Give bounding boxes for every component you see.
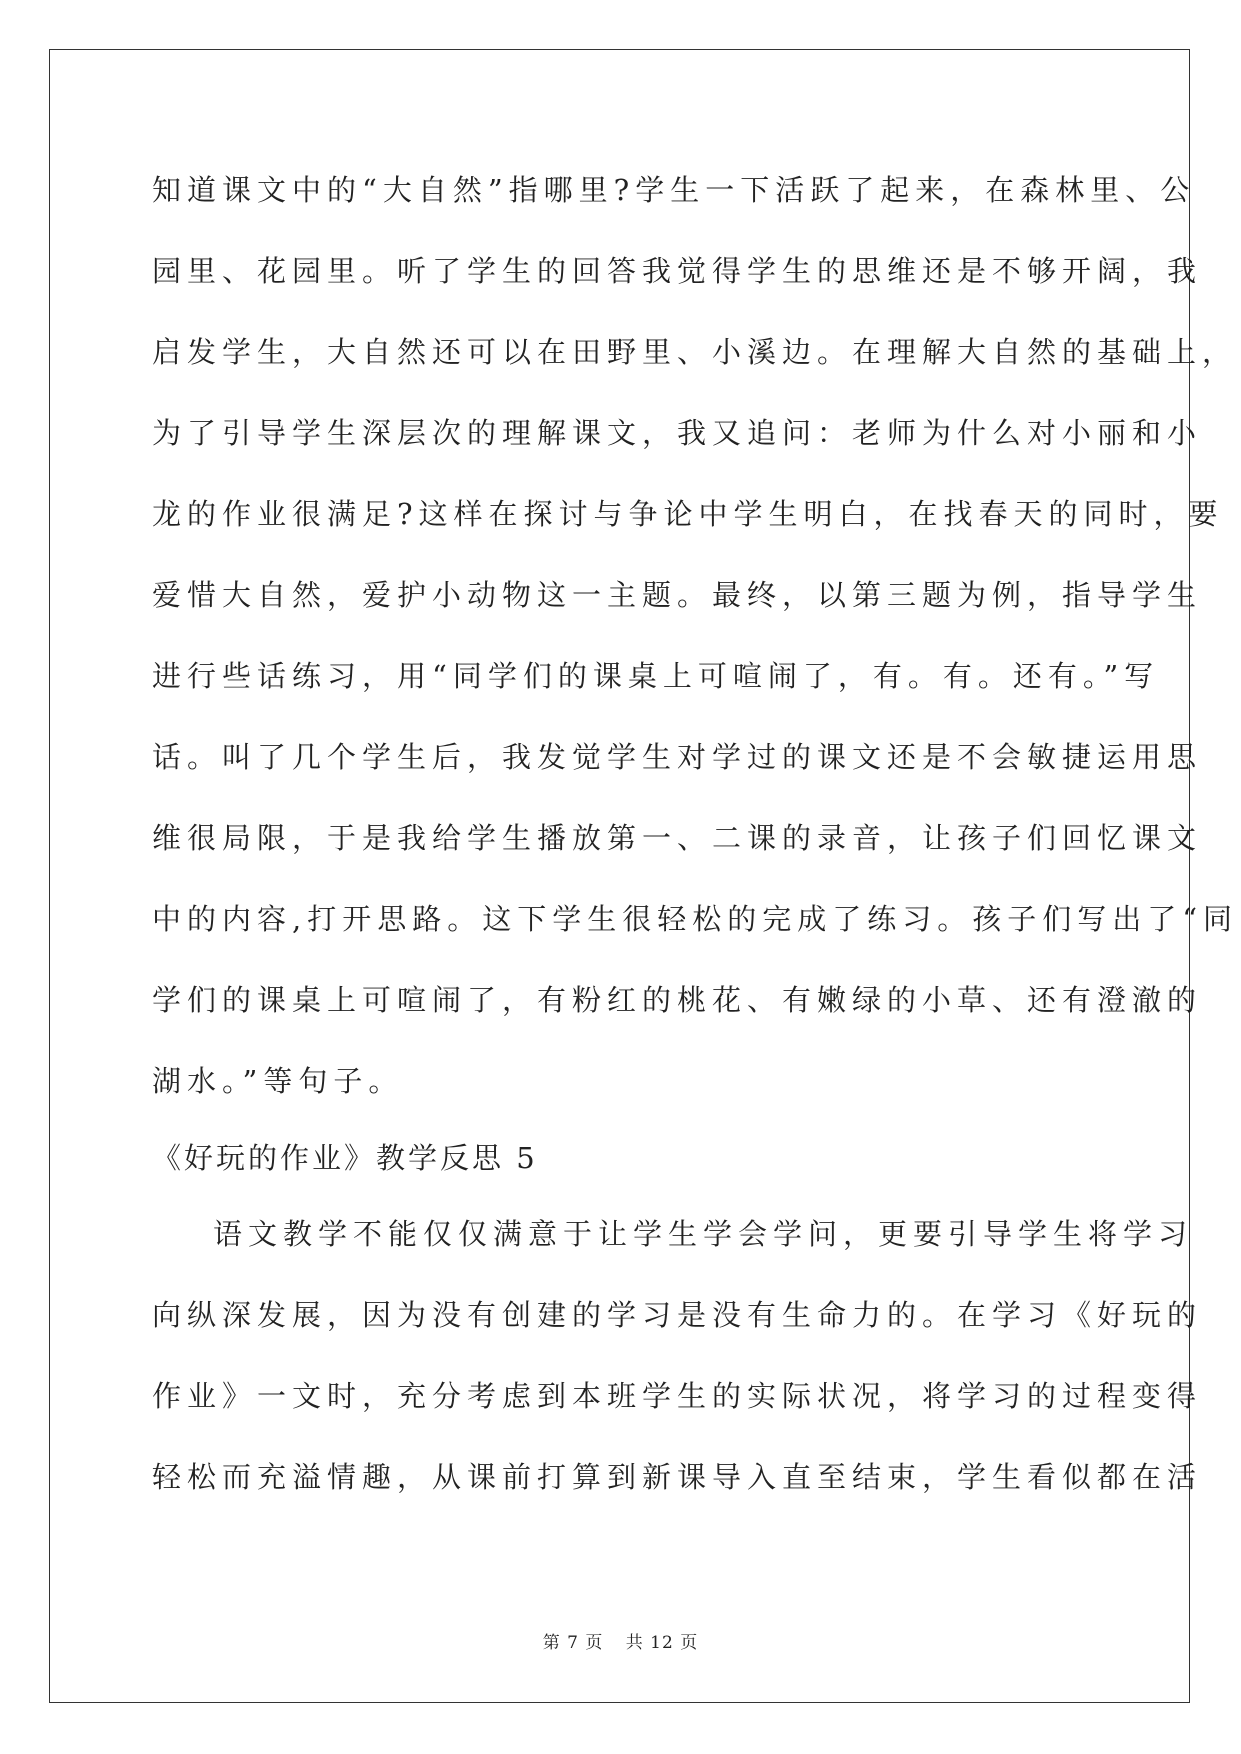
- page-total: 共 12 页: [625, 1633, 699, 1653]
- text-line: 为了引导学生深层次的理解课文，我又追问：老师为什么对小丽和小: [152, 416, 1203, 450]
- text-line: 话。叫了几个学生后，我发觉学生对学过的课文还是不会敏捷运用思: [152, 740, 1203, 774]
- text-line: 进行些话练习，用“同学们的课桌上可喧闹了，有。有。还有。”写: [152, 659, 1160, 693]
- text-line: 湖水。”等句子。: [152, 1064, 404, 1098]
- text-line: 启发学生，大自然还可以在田野里、小溪边。在理解大自然的基础上，: [152, 335, 1238, 369]
- text-line: 维很局限，于是我给学生播放第一、二课的录音，让孩子们回忆课文: [152, 821, 1203, 855]
- text-line: 知道课文中的“大自然”指哪里?学生一下活跃了起来，在森林里、公: [152, 173, 1196, 207]
- text-line: 爱惜大自然，爱护小动物这一主题。最终，以第三题为例，指导学生: [152, 578, 1203, 612]
- text-line: 龙的作业很满足?这样在探讨与争论中学生明白，在找春天的同时，要: [152, 497, 1224, 531]
- text-line: 轻松而充溢情趣，从课前打算到新课导入直至结束，学生看似都在活: [152, 1460, 1203, 1494]
- page-number: 第 7 页: [542, 1633, 604, 1653]
- document-body: [152, 160, 1239, 1528]
- text-line: 学们的课桌上可喧闹了，有粉红的桃花、有嫩绿的小草、还有澄澈的: [152, 983, 1203, 1017]
- text-line: 语文教学不能仅仅满意于让学生学会学问，更要引导学生将学习: [213, 1217, 1194, 1251]
- page-footer: [0, 1628, 1241, 1653]
- text-line: 作业》一文时，充分考虑到本班学生的实际状况，将学习的过程变得: [152, 1379, 1203, 1413]
- text-line: 向纵深发展，因为没有创建的学习是没有生命力的。在学习《好玩的: [152, 1298, 1203, 1332]
- section-heading: 《好玩的作业》教学反思 5: [152, 1141, 538, 1175]
- text-line: 中的内容,打开思路。这下学生很轻松的完成了练习。孩子们写出了“同: [152, 902, 1239, 936]
- text-line: 园里、花园里。听了学生的回答我觉得学生的思维还是不够开阔，我: [152, 254, 1203, 288]
